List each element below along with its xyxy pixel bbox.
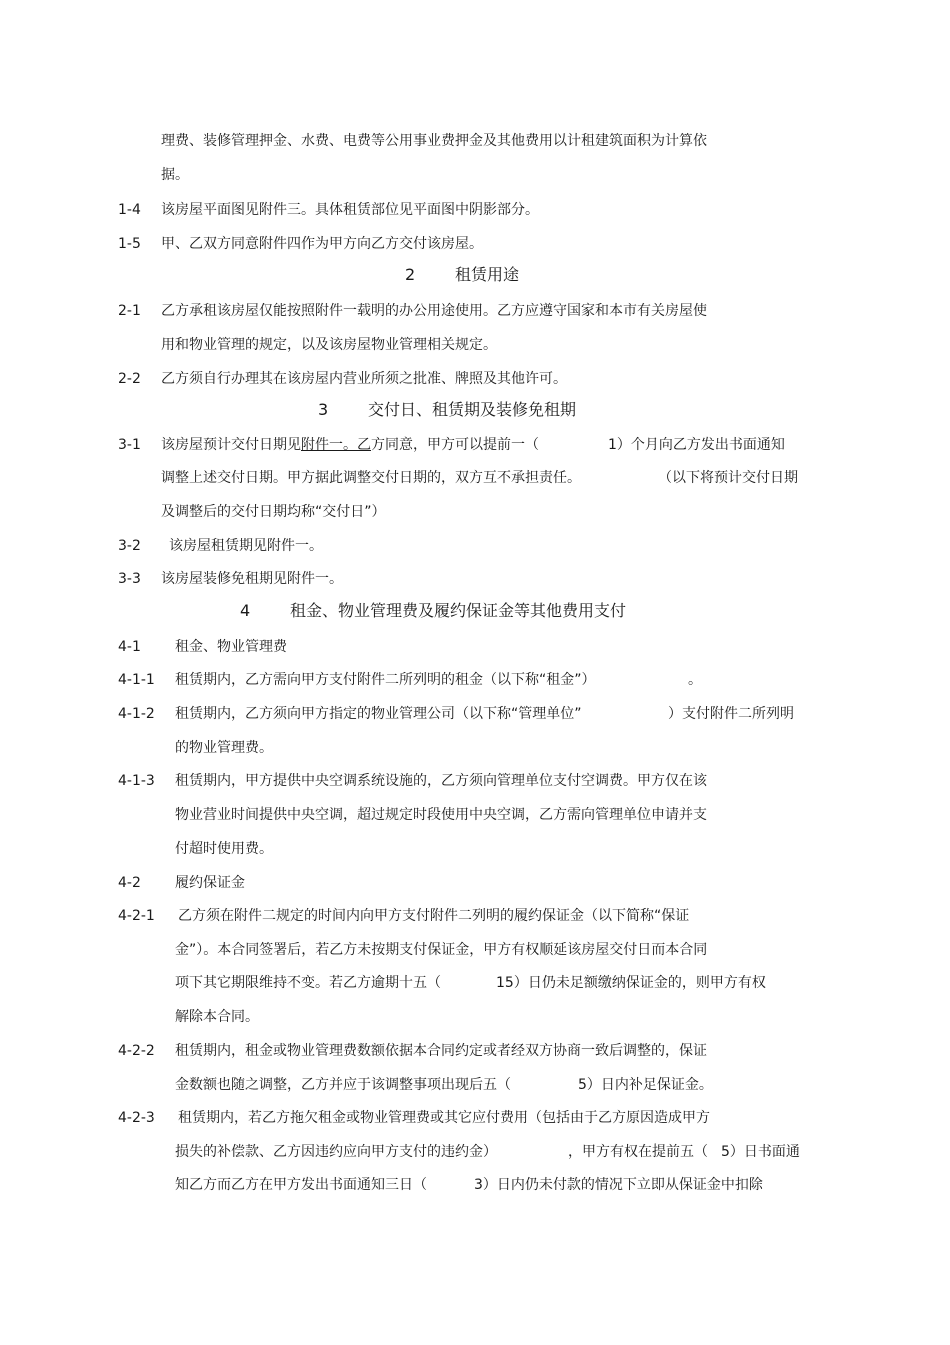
clause-text: 该房屋装修免租期见附件一。 [161, 571, 343, 587]
clause-text: 15）日仍未足额缴纳保证金的，则甲方有权 [496, 975, 766, 991]
clause-text: 履约保证金 [175, 875, 245, 891]
clause-text: 租赁期内，甲方提供中央空调系统设施的，乙方须向管理单位支付空调费。甲方仅在该 [175, 773, 707, 789]
clause-text: 知乙方而乙方在甲方发出书面通知三日（ [175, 1177, 427, 1193]
clause-number: 4-2-3 [118, 1110, 155, 1126]
clause-text: 项下其它期限维持不变。若乙方逾期十五（ [175, 975, 441, 991]
clause-text: 3）日内仍未付款的情况下立即从保证金中扣除 [474, 1177, 763, 1193]
clause-text: 租赁期内，乙方需向甲方支付附件二所列明的租金（以下称“租金”） [175, 672, 596, 688]
clause-text: 租赁期内，乙方须向甲方指定的物业管理公司（以下称“管理单位” [175, 706, 582, 722]
section-heading: 租赁用途 [455, 265, 520, 284]
section-heading: 租金、物业管理费及履约保证金等其他费用支付 [290, 601, 627, 620]
clause-number: 4-1-3 [118, 773, 155, 789]
clause-number: 1-4 [118, 202, 141, 218]
clause-text: 租金、物业管理费 [175, 639, 287, 655]
clause-number: 3-3 [118, 571, 141, 587]
clause-text: 租赁期内，若乙方拖欠租金或物业管理费或其它应付费用（包括由于乙方原因造成甲方 [178, 1110, 710, 1126]
clause-text: ，甲方有权在提前五（ [568, 1144, 708, 1160]
text-run: 该房屋预计交付日期见 [161, 437, 301, 453]
clause-text: 甲、乙双方同意附件四作为甲方向乙方交付该房屋。 [161, 236, 483, 252]
clause-number: 4-1-1 [118, 672, 155, 688]
clause-number: 4-2 [118, 875, 141, 891]
clause-text: 。 [688, 672, 702, 688]
clause-number: 4-2-2 [118, 1043, 155, 1059]
clause-text: 的物业管理费。 [175, 740, 273, 756]
section-number: 3 [318, 400, 329, 419]
clause-text: 金数额也随之调整，乙方并应于该调整事项出现后五（ [175, 1077, 511, 1093]
section-number: 2 [405, 265, 416, 284]
clause-number: 3-1 [118, 437, 141, 453]
clause-number: 3-2 [118, 538, 141, 554]
section-heading: 交付日、租赁期及装修免租期 [368, 400, 577, 419]
clause-text: 用和物业管理的规定，以及该房屋物业管理相关规定。 [161, 337, 497, 353]
paragraph-line: 据。 [161, 167, 189, 183]
clause-text: 付超时使用费。 [175, 841, 273, 857]
clause-text: 调整上述交付日期。甲方据此调整交付日期的，双方互不承担责任。 [161, 470, 581, 486]
clause-text: 及调整后的交付日期均称“交付日”） [161, 504, 386, 520]
clause-text: 物业营业时间提供中央空调，超过规定时段使用中央空调，乙方需向管理单位申请并支 [175, 807, 707, 823]
clause-number: 4-1 [118, 639, 141, 655]
text-run: 方同意，甲方可以提前一（ [371, 437, 539, 453]
clause-text: 乙方承租该房屋仅能按照附件一载明的办公用途使用。乙方应遵守国家和本市有关房屋使 [161, 303, 707, 319]
clause-number: 4-1-2 [118, 706, 155, 722]
clause-text: 损失的补偿款、乙方因违约应向甲方支付的违约金） [175, 1144, 497, 1160]
section-number: 4 [240, 601, 251, 620]
clause-number: 1-5 [118, 236, 141, 252]
underlined-text: 附件一。乙 [301, 437, 371, 453]
paragraph-line: 理费、装修管理押金、水费、电费等公用事业费押金及其他费用以计租建筑面积为计算依 [161, 133, 707, 149]
clause-text: 该房屋平面图见附件三。具体租赁部位见平面图中阴影部分。 [161, 202, 539, 218]
clause-number: 4-2-1 [118, 908, 155, 924]
clause-text: 5）日书面通 [721, 1144, 800, 1160]
clause-text: 1）个月向乙方发出书面通知 [608, 437, 785, 453]
clause-text: 租赁期内，租金或物业管理费数额依据本合同约定或者经双方协商一致后调整的，保证 [175, 1043, 707, 1059]
clause-number: 2-2 [118, 371, 141, 387]
clause-text: 5）日内补足保证金。 [578, 1077, 713, 1093]
clause-text: 乙方须自行办理其在该房屋内营业所须之批准、牌照及其他许可。 [161, 371, 567, 387]
clause-text: ）支付附件二所列明 [668, 706, 794, 722]
clause-text: 金”）。本合同签署后，若乙方未按期支付保证金，甲方有权顺延该房屋交付日而本合同 [175, 942, 708, 958]
clause-text: 该房屋租赁期见附件一。 [169, 538, 323, 554]
clause-text: 乙方须在附件二规定的时间内向甲方支付附件二列明的履约保证金（以下简称“保证 [178, 908, 690, 924]
clause-text [161, 436, 539, 454]
clause-text: （以下将预计交付日期 [658, 470, 798, 486]
clause-text: 解除本合同。 [175, 1009, 259, 1025]
clause-number: 2-1 [118, 303, 141, 319]
